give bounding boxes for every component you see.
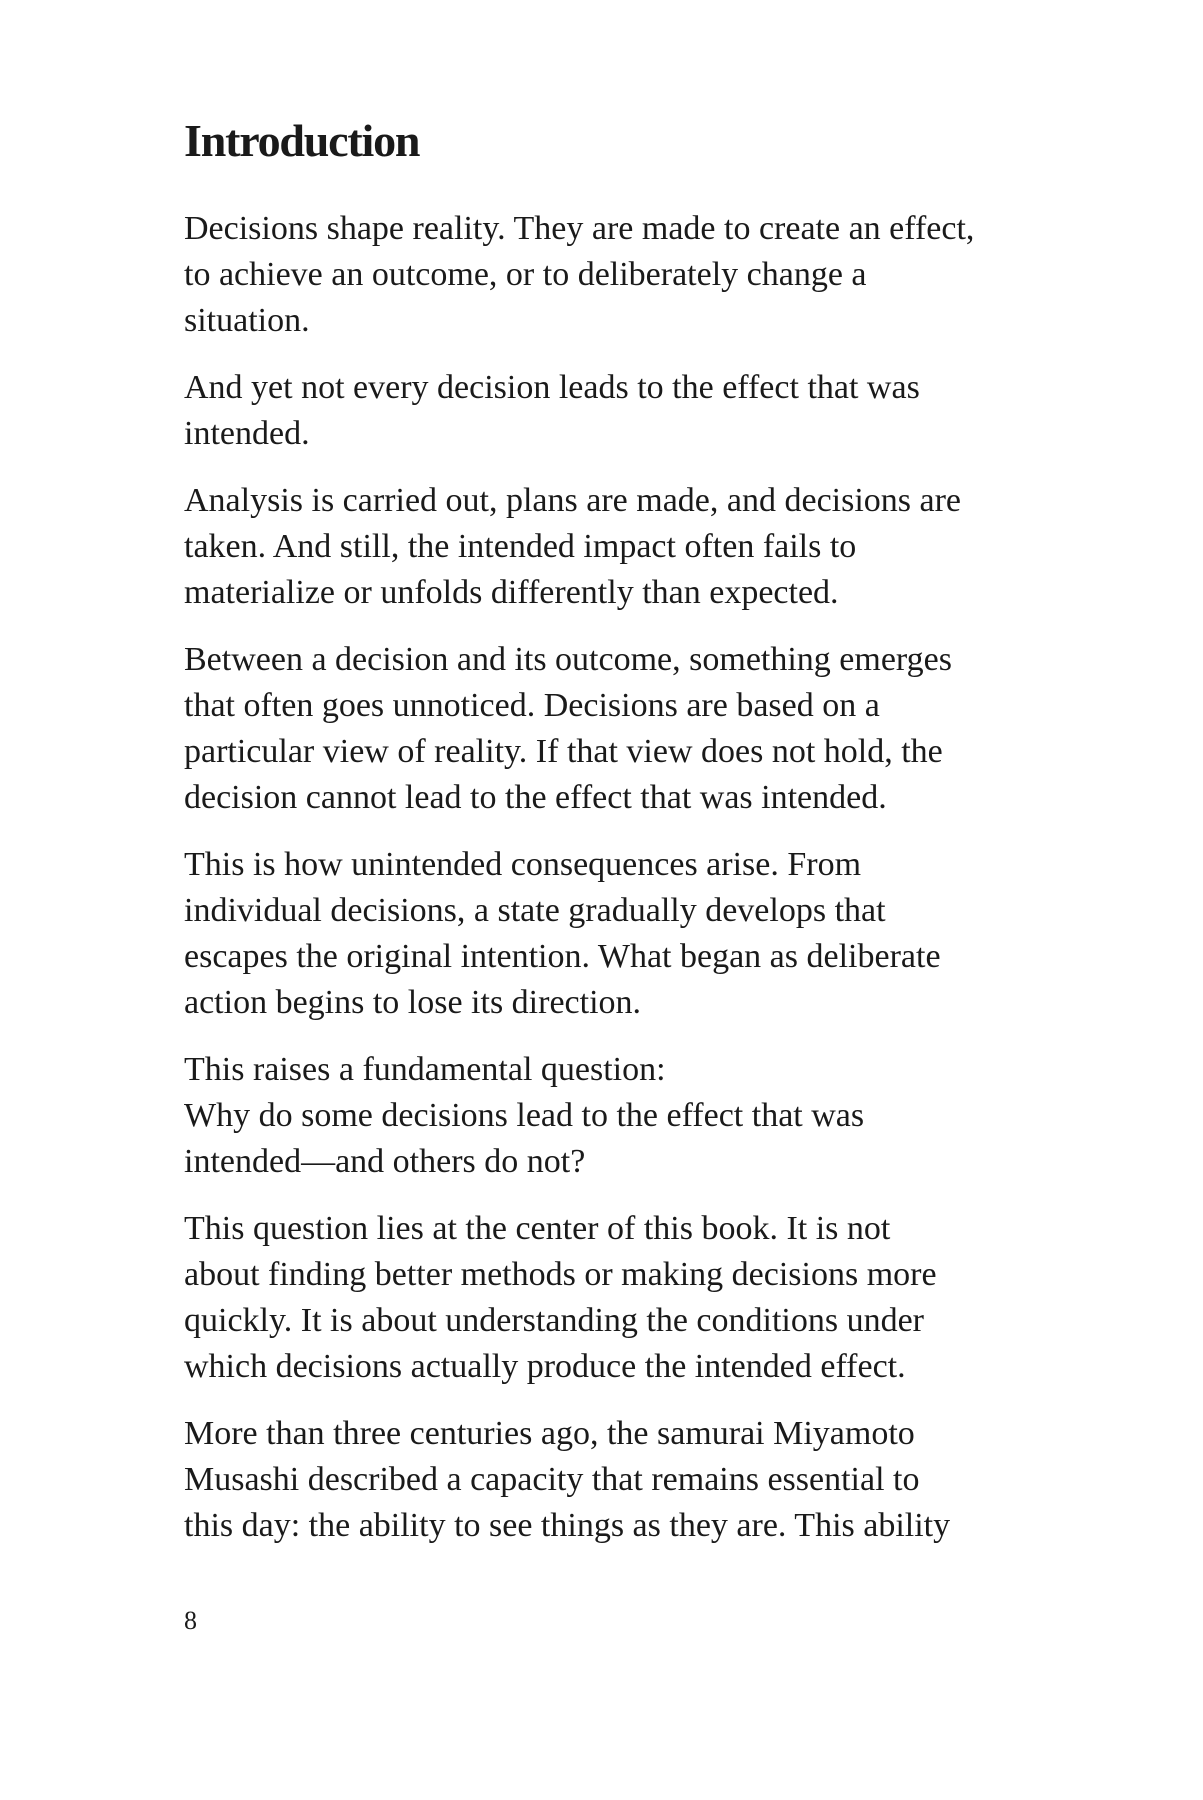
text-line: More than three centuries ago, the samurai Miyamoto	[184, 1415, 915, 1452]
text-line: And yet not every decision leads to the effect that was	[184, 369, 920, 406]
text-line: action begins to lose its direction.	[184, 984, 642, 1021]
paragraph	[184, 206, 1024, 344]
text-line: This raises a fundamental question:	[184, 1051, 666, 1088]
text-line: intended—and others do not?	[184, 1143, 586, 1180]
paragraph	[184, 1411, 1024, 1549]
text-line: Analysis is carried out, plans are made, and decisions are	[184, 482, 962, 519]
paragraph	[184, 1206, 1024, 1390]
paragraph	[184, 365, 1024, 457]
body-text	[184, 206, 1024, 1570]
text-line: that often goes unnoticed. Decisions are based on a	[184, 687, 880, 724]
text-line: about finding better methods or making decisions more	[184, 1256, 937, 1293]
text-line: escapes the original intention. What began as deliberate	[184, 938, 941, 975]
text-line: Between a decision and its outcome, something emerges	[184, 641, 952, 678]
text-line: Decisions shape reality. They are made to create an effect,	[184, 210, 975, 247]
paragraph	[184, 637, 1024, 821]
text-line: This question lies at the center of this book. It is not	[184, 1210, 891, 1247]
text-line: intended.	[184, 415, 310, 452]
text-line: particular view of reality. If that view does not hold, the	[184, 733, 943, 770]
text-line: which decisions actually produce the intended effect.	[184, 1348, 906, 1385]
text-line: to achieve an outcome, or to deliberately change a	[184, 256, 867, 293]
text-line: this day: the ability to see things as they are. This ability	[184, 1507, 951, 1544]
text-line: taken. And still, the intended impact often fails to	[184, 528, 857, 565]
paragraph	[184, 842, 1024, 1026]
text-line: Why do some decisions lead to the effect that was	[184, 1097, 865, 1134]
text-line: decision cannot lead to the effect that was intended.	[184, 779, 887, 816]
text-line: Musashi described a capacity that remains essential to	[184, 1461, 920, 1498]
chapter-heading: Introduction	[184, 115, 420, 166]
text-line: individual decisions, a state gradually develops that	[184, 892, 886, 929]
text-line: situation.	[184, 302, 310, 339]
paragraph	[184, 1047, 1024, 1185]
paragraph	[184, 478, 1024, 616]
page-number: 8	[184, 1606, 197, 1635]
text-line: quickly. It is about understanding the conditions under	[184, 1302, 924, 1339]
text-line: This is how unintended consequences arise. From	[184, 846, 862, 883]
text-line: materialize or unfolds differently than expected.	[184, 574, 839, 611]
